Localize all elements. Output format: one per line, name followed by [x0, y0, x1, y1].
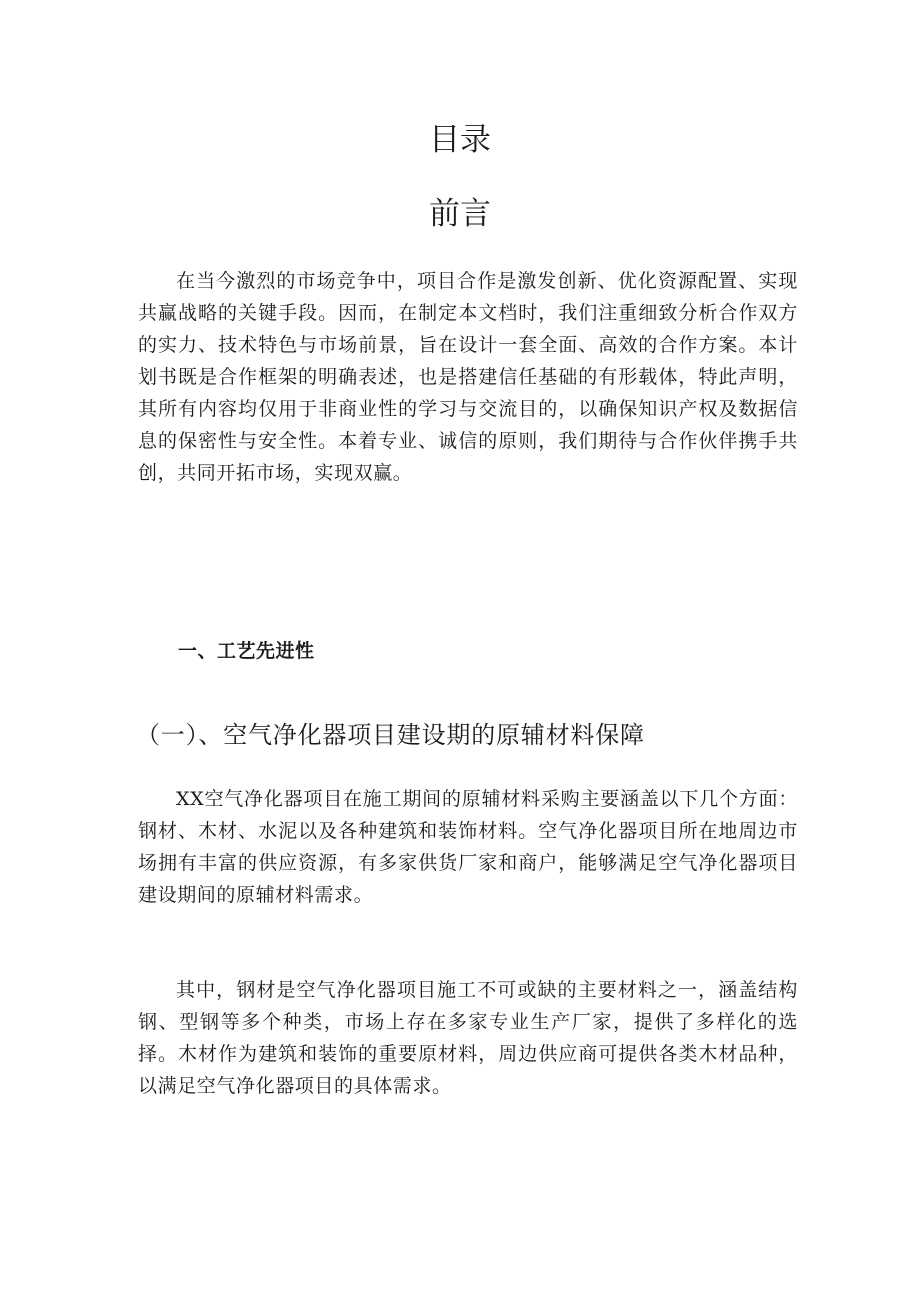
subsection-heading: （一）、空气净化器项目建设期的原辅材料保障: [136, 721, 645, 749]
toc-title: 目录: [429, 122, 491, 158]
body-paragraph: 其中，钢材是空气净化器项目施工不可或缺的主要材料之一，涵盖结构钢、型钢等多个种类，市场上存在多家专业生产厂家，提供了多样化的选择。木材作为建筑和装饰的重要原材料，周边供应商可提供各类木材品种，以满足空气净化器项目的具体需求。: [138, 979, 798, 1097]
body-paragraph: XX空气净化器项目在施工期间的原辅材料采购主要涵盖以下几个方面：钢材、木材、水泥以及各种建筑和装饰材料。空气净化器项目所在地周边市场拥有丰富的供应资源，有多家供货厂家和商户，能够满足空气净化器项目建设期间的原辅材料需求。: [138, 788, 798, 906]
preface-paragraph: 在当今激烈的市场竞争中，项目合作是激发创新、优化资源配置、实现共赢战略的关键手段。因而，在制定本文档时，我们注重细致分析合作双方的实力、技术特色与市场前景，旨在设计一套全面、高效的合作方案。本计划书既是合作框架的明确表述，也是搭建信任基础的有形载体，特此声明，其所有内容均仅用于非商业性的学习与交流目的，以确保知识产权及数据信息的保密性与安全性。本着专业、诚信的原则，我们期待与合作伙伴携手共创，共同开拓市场，实现双赢。: [138, 270, 798, 484]
section-heading: 一、工艺先进性: [178, 640, 315, 662]
preface-title: 前言: [429, 196, 491, 232]
